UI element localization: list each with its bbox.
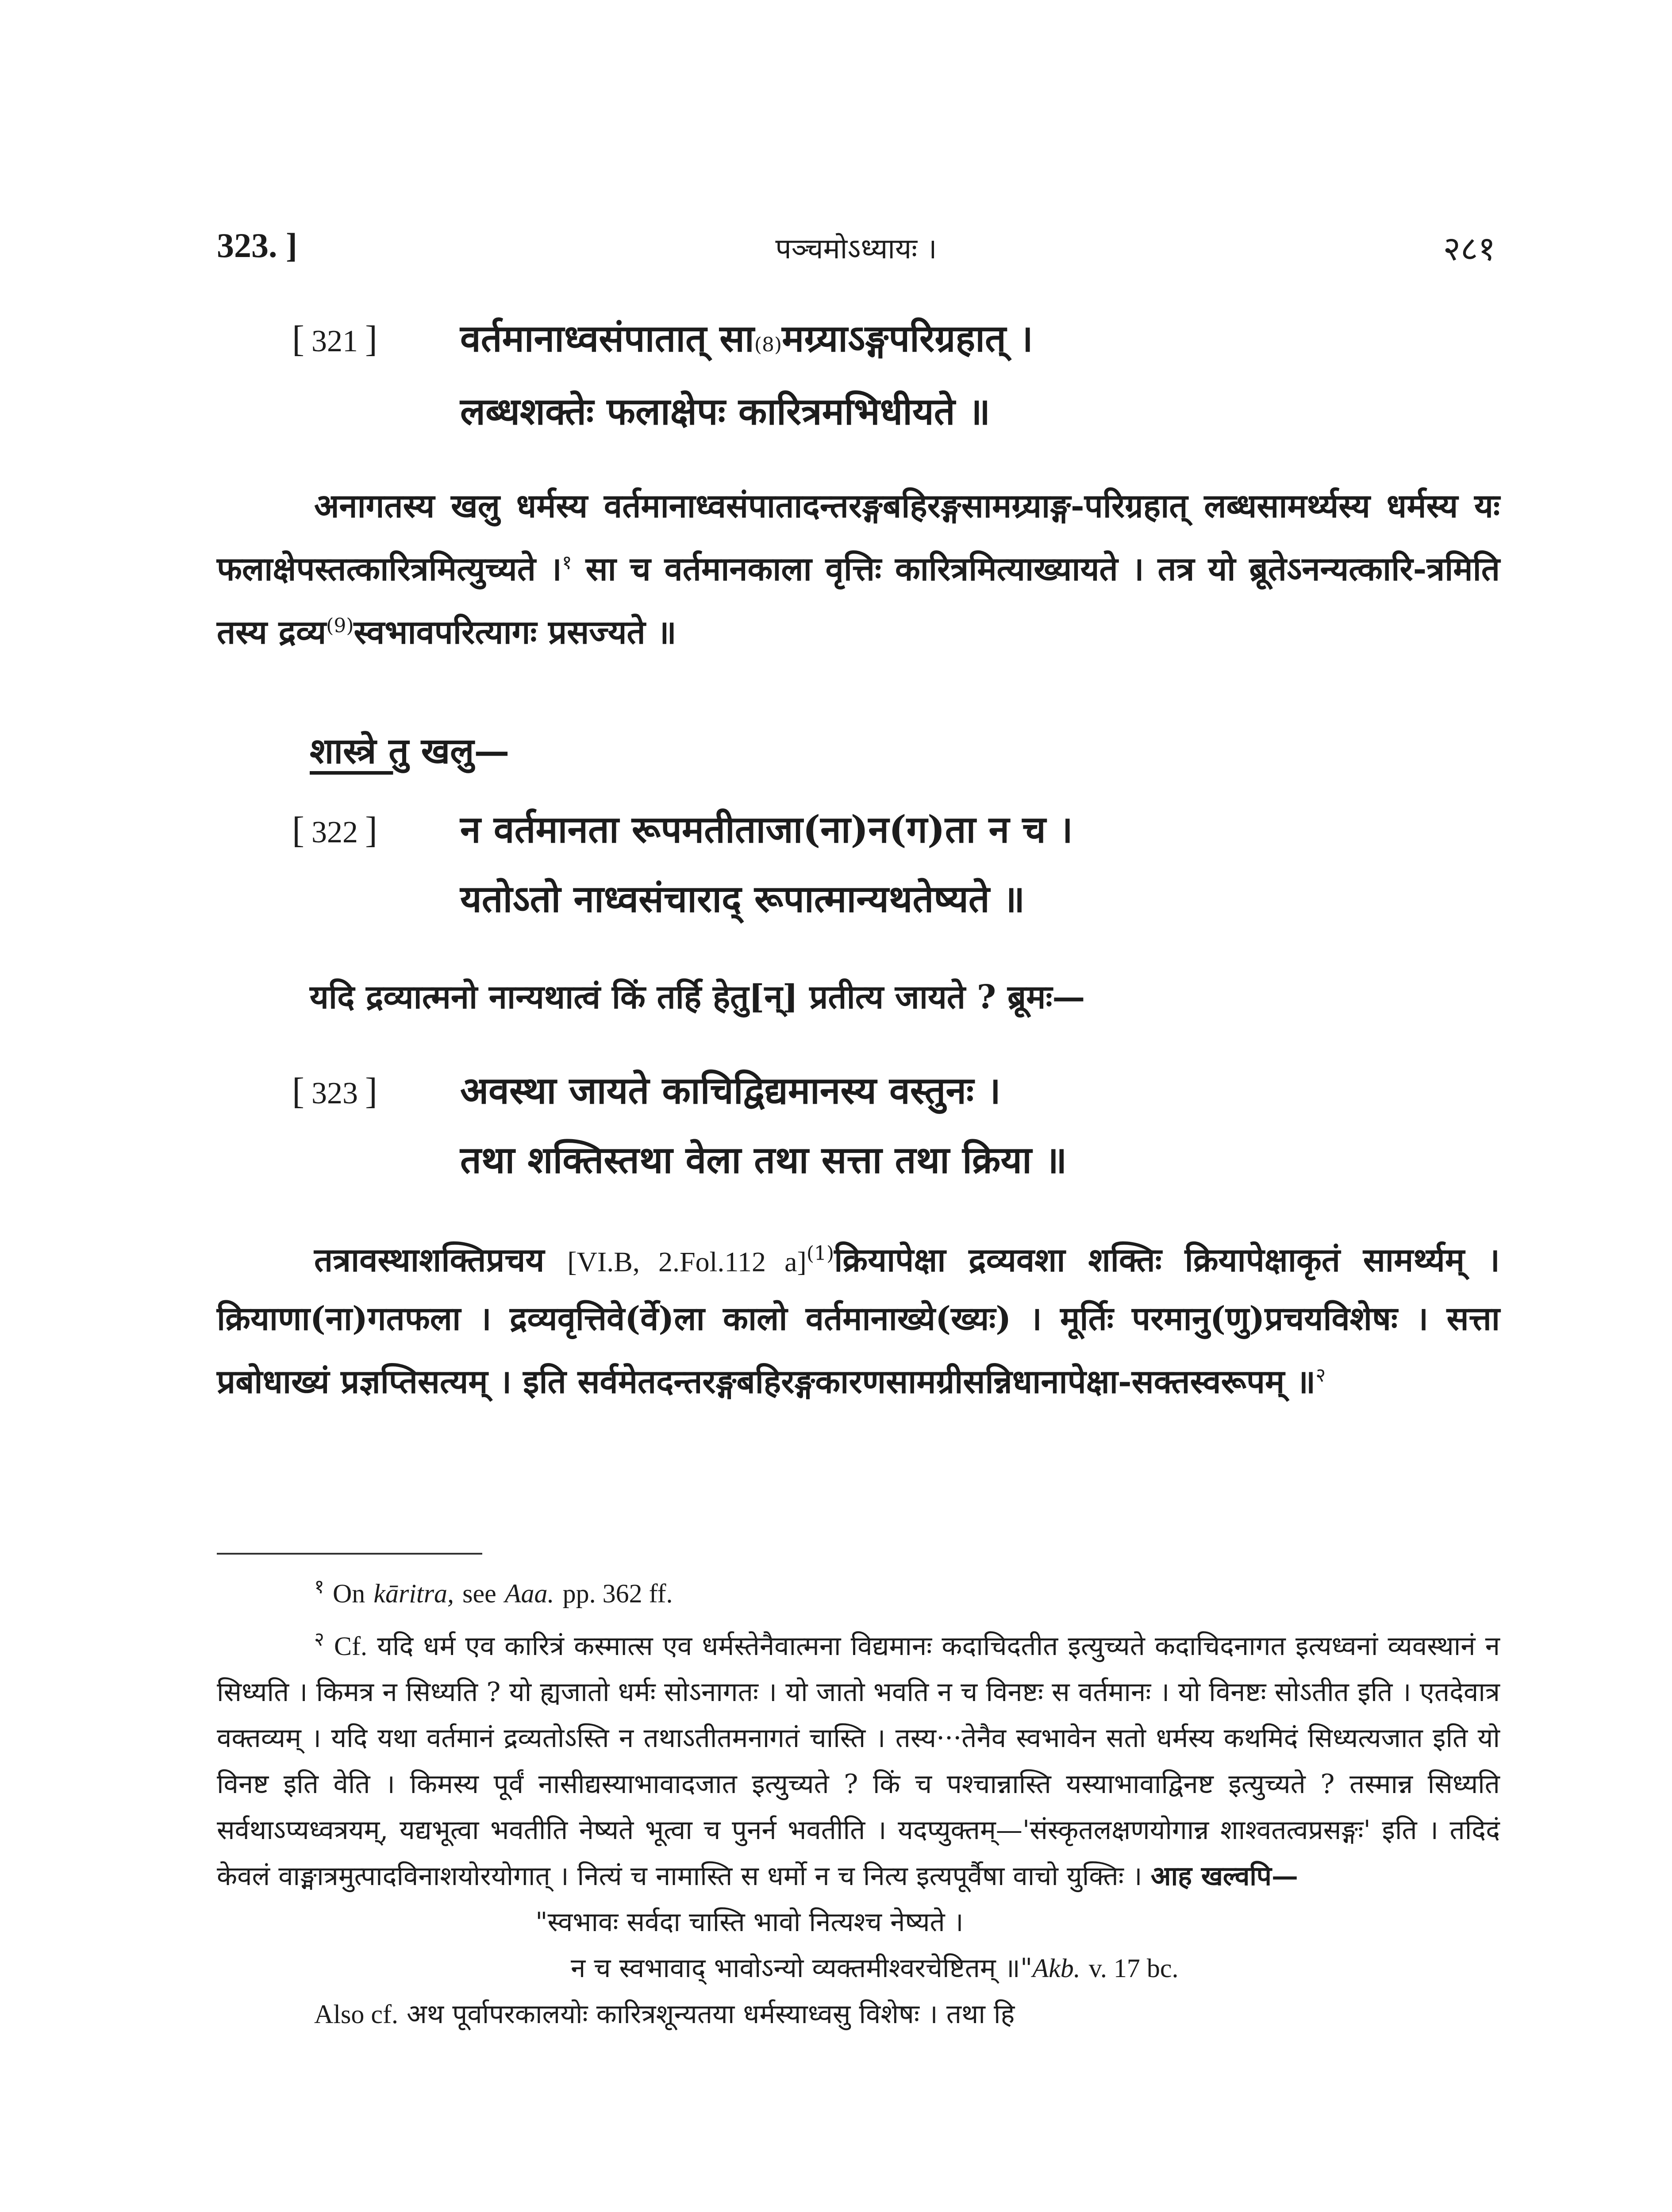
header-section-number: 323. ]	[217, 226, 297, 265]
verse-321-line-2: लब्धशक्तेः फलाक्षेपः कारित्रमभिधीयते ॥	[460, 389, 991, 433]
header-chapter-title: पञ्चमोऽध्यायः ।	[775, 233, 937, 265]
footnote-rule	[217, 1553, 482, 1555]
footnotes	[217, 1564, 1500, 2037]
footnote-1: $^१$ On kāritra, see Aaa. pp. 362 ff.	[314, 1575, 673, 1608]
verse-number: [ 321 ]	[292, 319, 377, 360]
verse-322-line-1: [ 322 ] न वर्तमानता रूपमतीताजा(ना)न(ग)ता न च ।	[292, 796, 1487, 866]
footnote-2: $^२$ Cf. यदि धर्म एव कारित्रं कस्मात्स एव धर्मस्तेनैवात्मना विद्यमानः कदाचिदतीत इत्युच्यते कदाचिदनागत इत्यध्वनां व्यवस्थानं न सिध्यति । किमत्र न सिध्यति ? यो ह्यजातो धर्मः सोऽनागतः । यो जातो भवति न च विनष्टः स वर्तमानः । यो विनष्टः सोऽतीत इति । एतदेवात्र वक्तव्यम् । यदि यथा वर्तमानं द्रव्यतोऽस्ति न तथाऽतीतमनागतं चास्ति । तस्य···तेनैव स्वभावेन सतो धर्मस्य कथमिदं सिध्यत्यजात इति यो विनष्ट इति वेति । किमस्य पूर्वं नासीद्यस्याभावादजात इत्युच्यते ? किं च पश्चान्नास्ति यस्याभावाद्विनष्ट इत्युच्यते ? तस्मान्न सिध्यति सर्वथाऽप्यध्वत्रयम्, यद्यभूत्वा भवतीति नेष्यते भूत्वा च पुनर्न भवतीति । यदप्युक्तम्—'संस्कृतलक्षणयोगान्न शाश्वतत्वप्रसङ्गः' इति । तदिदं केवलं वाङ्मात्रमुत्पादविनाशयोरयोगात् । नित्यं च नामास्ति स धर्मो न च नित्य इत्यपूर्वैषा वाचो युक्तिः । आह खल्वपि—	[217, 1628, 1500, 1892]
footnote-mark: २	[1315, 1363, 1326, 1386]
verse-322	[292, 796, 1487, 932]
footnote-quote-line-2: न च स्वभावाद् भावोऽन्यो व्यक्तमीश्वरचेष्टितम् ॥"Akb. v. 17 bc.	[571, 1953, 1179, 1984]
verse-323-line-2: तथा शक्तिस्तथा वेला तथा सत्ता तथा क्रिया ॥	[460, 1138, 1067, 1182]
verse-321	[292, 305, 1487, 445]
footnote-quote-line-1: "स्वभावः सर्वदा चास्ति भावो नित्यश्च नेष्यते ।	[535, 1907, 964, 1938]
verse-322-line-2: यतोऽतो नाध्वसंचाराद् रूपात्मान्यथतेष्यते ॥	[460, 877, 1025, 921]
verse-number: [ 323 ]	[292, 1071, 377, 1112]
manuscript-reference: [VI.B, 2.Fol.112 a]	[567, 1246, 807, 1278]
verse-323	[292, 1057, 1487, 1193]
footnote-also-cf: Also cf. अथ पूर्वापरकालयोः कारित्रशून्यतया धर्मस्याध्वसु विशेषः । तथा हि	[314, 1999, 1015, 2030]
verse-323-line-1: [ 323 ] अवस्था जायते काचिद्विद्यमानस्य वस्तुनः ।	[292, 1057, 1487, 1127]
commentary-323: तत्रावस्थाशक्तिप्रचय [VI.B, 2.Fol.112 a]$^{(1)}$क्रियापेक्षा द्रव्यवशा शक्तिः क्रियापेक्षाकृतं सामर्थ्यम् । क्रियाणा(ना)गतफला । द्रव्यवृत्तिवे(र्वे)ला कालो वर्तमानाख्ये(ख्यः) । मूर्तिः परमानु(णु)प्रचयविशेषः । सत्ता प्रबोधाख्यं प्रज्ञप्तिसत्यम् । इति सर्वमेतदन्तरङ्गबहिरङ्गकारणसामग्रीसन्निधानापेक्षा-सक्तस्वरूपम् ॥$^२$	[217, 1241, 1500, 1401]
footnote-mark: १	[561, 551, 572, 574]
running-header	[217, 221, 1495, 270]
shastre-heading: शास्त्रे तु खलु—	[310, 730, 510, 772]
verse-321-line-1: [ 321 ] वर्तमानाध्वसंपातात् सा (8) मग्र्याऽङ्गपरिग्रहात् ।	[292, 305, 1487, 378]
commentary-321: अनागतस्य खलु धर्मस्य वर्तमानाध्वसंपातादन्तरङ्गबहिरङ्गसामग्र्याङ्ग-परिग्रहात् लब्धसामर्थ्यस्य धर्मस्य यः फलाक्षेपस्तत्कारित्रमित्युच्यते ।$^१$ सा च वर्तमानकाला वृत्तिः कारित्रमित्याख्यायते । तत्र यो ब्रूतेऽनन्यत्कारि-त्रमिति तस्य द्रव्य$^{(9)}$स्वभावपरित्यागः प्रसज्यते ॥	[217, 487, 1500, 652]
question-line: यदि द्रव्यात्मनो नान्यथात्वं किं तर्हि हेतु[न्] प्रतीत्य जायते ? ब्रूमः—	[310, 978, 1085, 1016]
header-page-number: २८१	[1443, 229, 1495, 268]
verse-number: [ 322 ]	[292, 810, 377, 851]
